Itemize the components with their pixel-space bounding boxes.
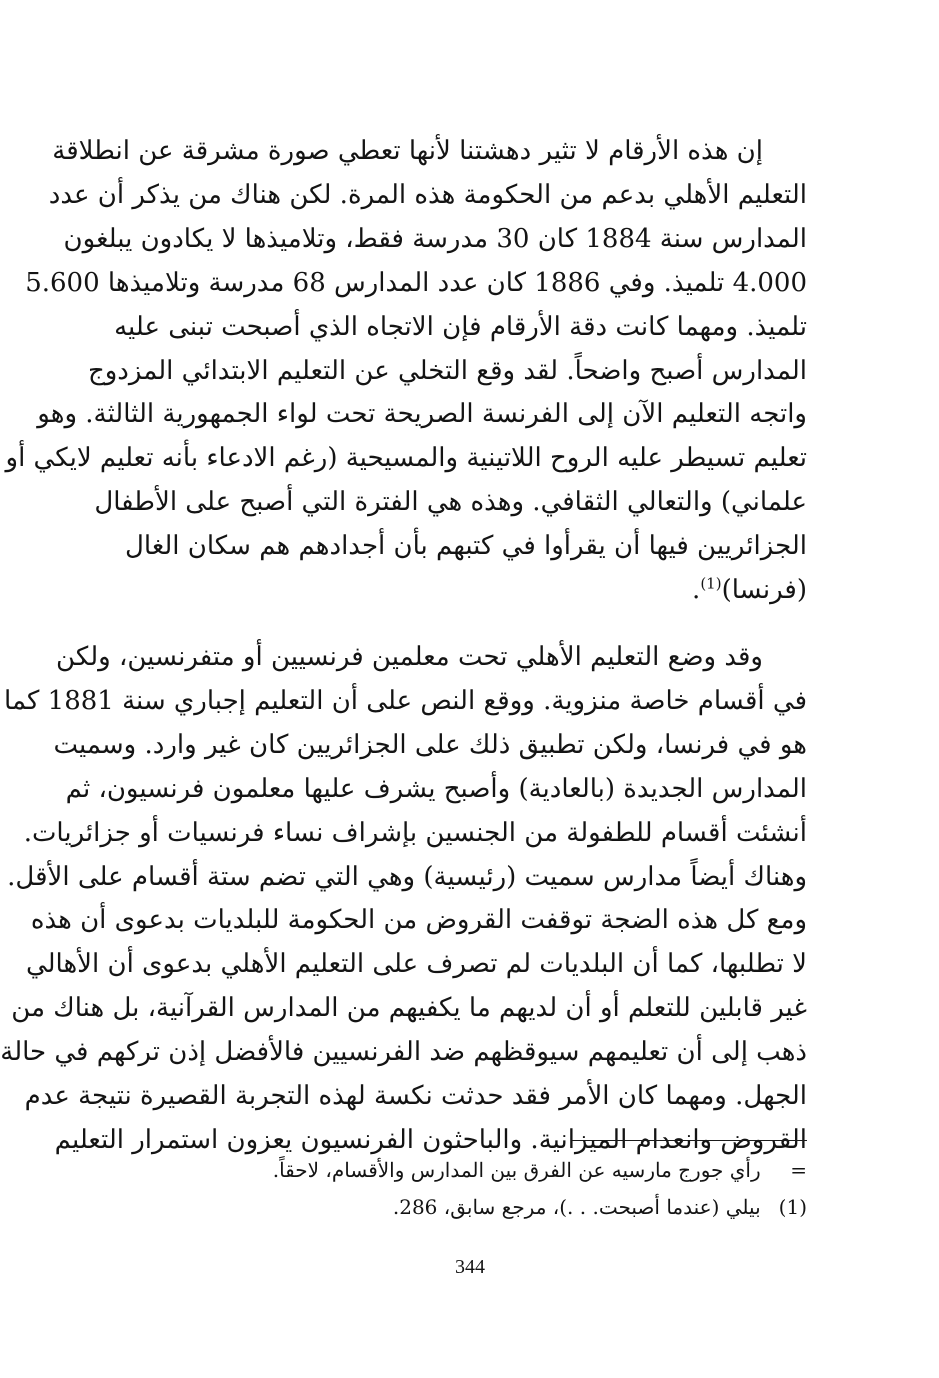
paragraph-line: غير قابلين للتعلم أو أن لديهم ما يكفيهم من المدارس القرآنية، بل هناك من	[11, 993, 807, 1024]
paragraph-line: ومع كل هذه الضجة توقفت القروض من الحكومة للبلديات بدعوى أن هذه	[30, 905, 807, 936]
paragraph-line: واتجه التعليم الآن إلى الفرنسة الصريحة تحت لواء الجمهورية الثالثة. وهو	[37, 399, 807, 430]
paragraph-line: التعليم الأهلي بدعم من الحكومة هذه المرة. لكن هناك من يذكر أن عدد	[48, 179, 807, 210]
paragraph-line: أنشئت أقسام للطفولة من الجنسين بإشراف نساء فرنسيات أو جزائريات.	[23, 817, 807, 848]
paragraph-line: المدارس أصبح واضحاً. لقد وقع التخلي عن التعليم الابتدائي المزدوج	[87, 355, 807, 386]
paragraph-line: إن هذه الأرقام لا تثير دهشتنا لأنها تعطي صورة مشرقة عن انطلاقة	[52, 136, 763, 166]
paragraph-line: هو في فرنسا، ولكن تطبيق ذلك على الجزائريين كان غير وارد. وسميت	[53, 729, 807, 760]
paragraph-line: وقد وضع التعليم الأهلي تحت معلمين فرنسيين أو متفرنسين، ولكن	[56, 642, 763, 672]
paragraph-line: لا تطلبها، كما أن البلديات لم تصرف على التعليم الأهلي بدعوى أن الأهالي	[25, 949, 807, 980]
footnote-continuation	[131, 1152, 807, 1188]
paragraph-line: في أقسام خاصة منزوية. ووقع النص على أن التعليم إجباري سنة 1881 كما	[4, 685, 807, 716]
footnote-1-mark: (1)	[778, 1195, 807, 1219]
paragraph-line: الجهل. ومهما كان الأمر فقد حدثت نكسة لهذه التجربة القصيرة نتيجة عدم	[24, 1081, 807, 1112]
footnote-continuation-text: رأي جورج مارسيه عن الفرق بين المدارس والأقسام، لاحقاً.	[272, 1158, 761, 1182]
paragraph-line: 4.000 تلميذ. وفي 1886 كان عدد المدارس 68 مدرسة وتلاميذها 5.600	[25, 267, 807, 298]
paragraph-line: الجزائريين فيها أن يقرأوا في كتبهم بأن أجدادهم هم سكان الغال	[125, 531, 807, 562]
paragraph-1	[5, 130, 807, 613]
footnote-divider	[572, 1140, 807, 1141]
paragraph-line: علماني) والتعالي الثقافي. وهذه هي الفترة التي أصبح على الأطفال	[94, 487, 807, 518]
paragraph-line: تلميذ. ومهما كانت دقة الأرقام فإن الاتجاه الذي أصبحت تبنى عليه	[114, 311, 807, 342]
paragraph-line: المدارس الجديدة (بالعادية) وأصبح يشرف عليها معلمون فرنسيون، ثم	[65, 773, 807, 804]
last-line-text: (فرنسا)	[721, 575, 807, 606]
page-number: 344	[455, 1256, 485, 1278]
last-line-end: .	[692, 575, 701, 606]
paragraph-line: ذهب إلى أن تعليمهم سيوقظهم ضد الفرنسيين فالأفضل إذن تركهم في حالة	[0, 1037, 807, 1068]
footnote-1	[131, 1189, 807, 1225]
footnote-continuation-mark: =	[790, 1158, 807, 1182]
paragraph-2	[0, 636, 807, 1163]
footnote-1-text: بيلي (عندما أصبحت. . .)، مرجع سابق، 286.	[392, 1195, 761, 1219]
paragraph-last-line	[131, 569, 807, 613]
paragraph-line: القروض وانعدام الميزانية. والباحثون الفرنسيون يعزون استمرار التعليم	[54, 1124, 807, 1155]
paragraph-line: تعليم تسيطر عليه الروح اللاتينية والمسيحية (رغم الادعاء بأنه تعليم لايكي أو	[5, 443, 807, 474]
paragraph-line: وهناك أيضاً مدارس سميت (رئيسية) وهي التي تضم ستة أقسام على الأقل.	[7, 861, 807, 892]
paragraph-line: المدارس سنة 1884 كان 30 مدرسة فقط، وتلاميذها لا يكادون يبلغون	[63, 223, 807, 254]
footnote-reference[interactable]: (1)	[700, 574, 722, 593]
